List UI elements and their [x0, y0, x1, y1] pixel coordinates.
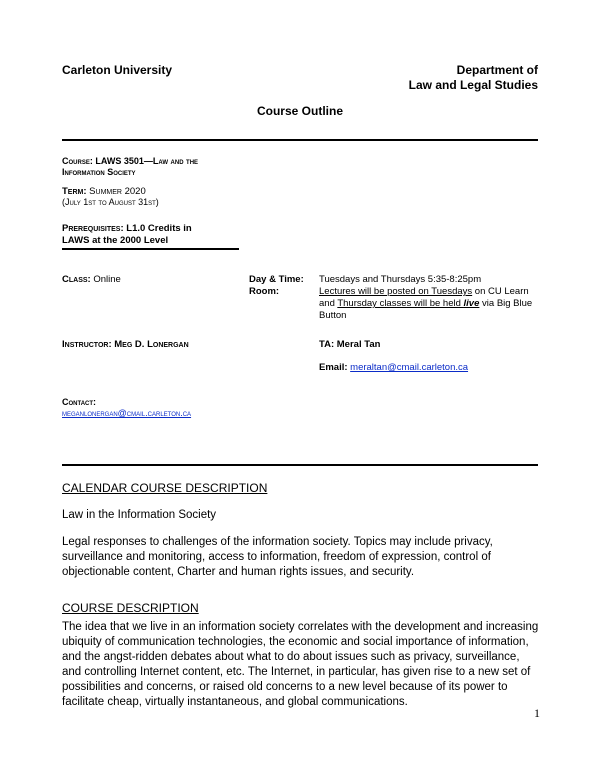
- description-text: The idea that we live in an information society correlates with the development and increasing ubiquity of communication technologies, the economic and social importance of information, and the angst-ridden debates about what to do about issues such as privacy, surveillance, and controlling Internet content, etc. The Internet, in particular, has given rise to a new set of possibilities and concerns, or raised old concerns to a new level because of its power to facilitate cheap, virtually instantaneous, and global communications.: [62, 621, 539, 708]
- department-name: Department of Law and Legal Studies: [408, 63, 538, 92]
- ta-label: TA:: [319, 339, 335, 350]
- prereq-block: [62, 223, 192, 247]
- contact-label: Contact:: [62, 397, 97, 407]
- instructor-name: Meg D. Lonergan: [114, 339, 189, 350]
- prereq-label: Prerequisites:: [62, 223, 124, 234]
- course-value-line2: Information Society: [62, 167, 136, 177]
- daytime-labels: [249, 274, 304, 298]
- ta-block: [319, 339, 380, 350]
- term-value: Summer 2020: [89, 186, 146, 197]
- contact-block: [62, 397, 191, 419]
- room-label: Room:: [249, 286, 280, 297]
- prereq-value-line2: LAWS at the 2000 Level: [62, 235, 169, 246]
- prereq-value-line1: L1.0 Credits in: [126, 223, 192, 234]
- class-value: Online: [93, 274, 121, 285]
- middle-divider: [62, 464, 538, 466]
- schedule-block: [319, 274, 544, 322]
- page-title: Course Outline: [256, 104, 343, 118]
- course-label: Course:: [62, 156, 93, 166]
- prereq-underline: [62, 248, 239, 250]
- class-label: Class:: [62, 274, 91, 285]
- calendar-text: Legal responses to challenges of the information society. Topics may include privacy, surveillance and monitoring, access to information, freedom of expression, control of objectionable content, Charter and human rights issues, and security.: [62, 536, 493, 578]
- instructor-block: [62, 339, 189, 350]
- lectures-line2: and Thursday classes will be held live via Big Blue: [319, 298, 533, 309]
- course-block: [62, 156, 247, 178]
- description-heading: COURSE DESCRIPTION: [62, 601, 199, 615]
- university-name: Carleton University: [62, 63, 173, 77]
- class-block: [62, 274, 121, 285]
- instructor-label: Instructor:: [62, 339, 112, 350]
- lectures-line3: Button: [319, 310, 347, 321]
- top-divider: [62, 139, 538, 141]
- daytime-label: Day & Time:: [249, 274, 304, 285]
- contact-email-link[interactable]: meganlonergan@cmail.carleton.ca: [62, 408, 192, 418]
- ta-email-label: Email:: [319, 362, 348, 373]
- page-number: 1: [534, 706, 540, 720]
- lectures-line1: Lectures will be posted on Tuesdays on CU Learn: [319, 286, 529, 297]
- schedule-text: Tuesdays and Thursdays 5:35-8:25pm: [319, 274, 482, 285]
- term-block: [62, 186, 159, 208]
- ta-name: Meral Tan: [336, 339, 381, 350]
- ta-email-link[interactable]: meraltan@cmail.carleton.ca: [350, 362, 469, 373]
- term-dates: (July 1st to August 31st): [62, 197, 159, 207]
- course-value-line1: LAWS 3501—Law and the: [95, 156, 199, 166]
- term-label: Term:: [62, 186, 87, 197]
- calendar-heading: CALENDAR COURSE DESCRIPTION: [62, 481, 268, 495]
- calendar-subtitle: Law in the Information Society: [62, 509, 217, 521]
- ta-email-block: [319, 362, 468, 373]
